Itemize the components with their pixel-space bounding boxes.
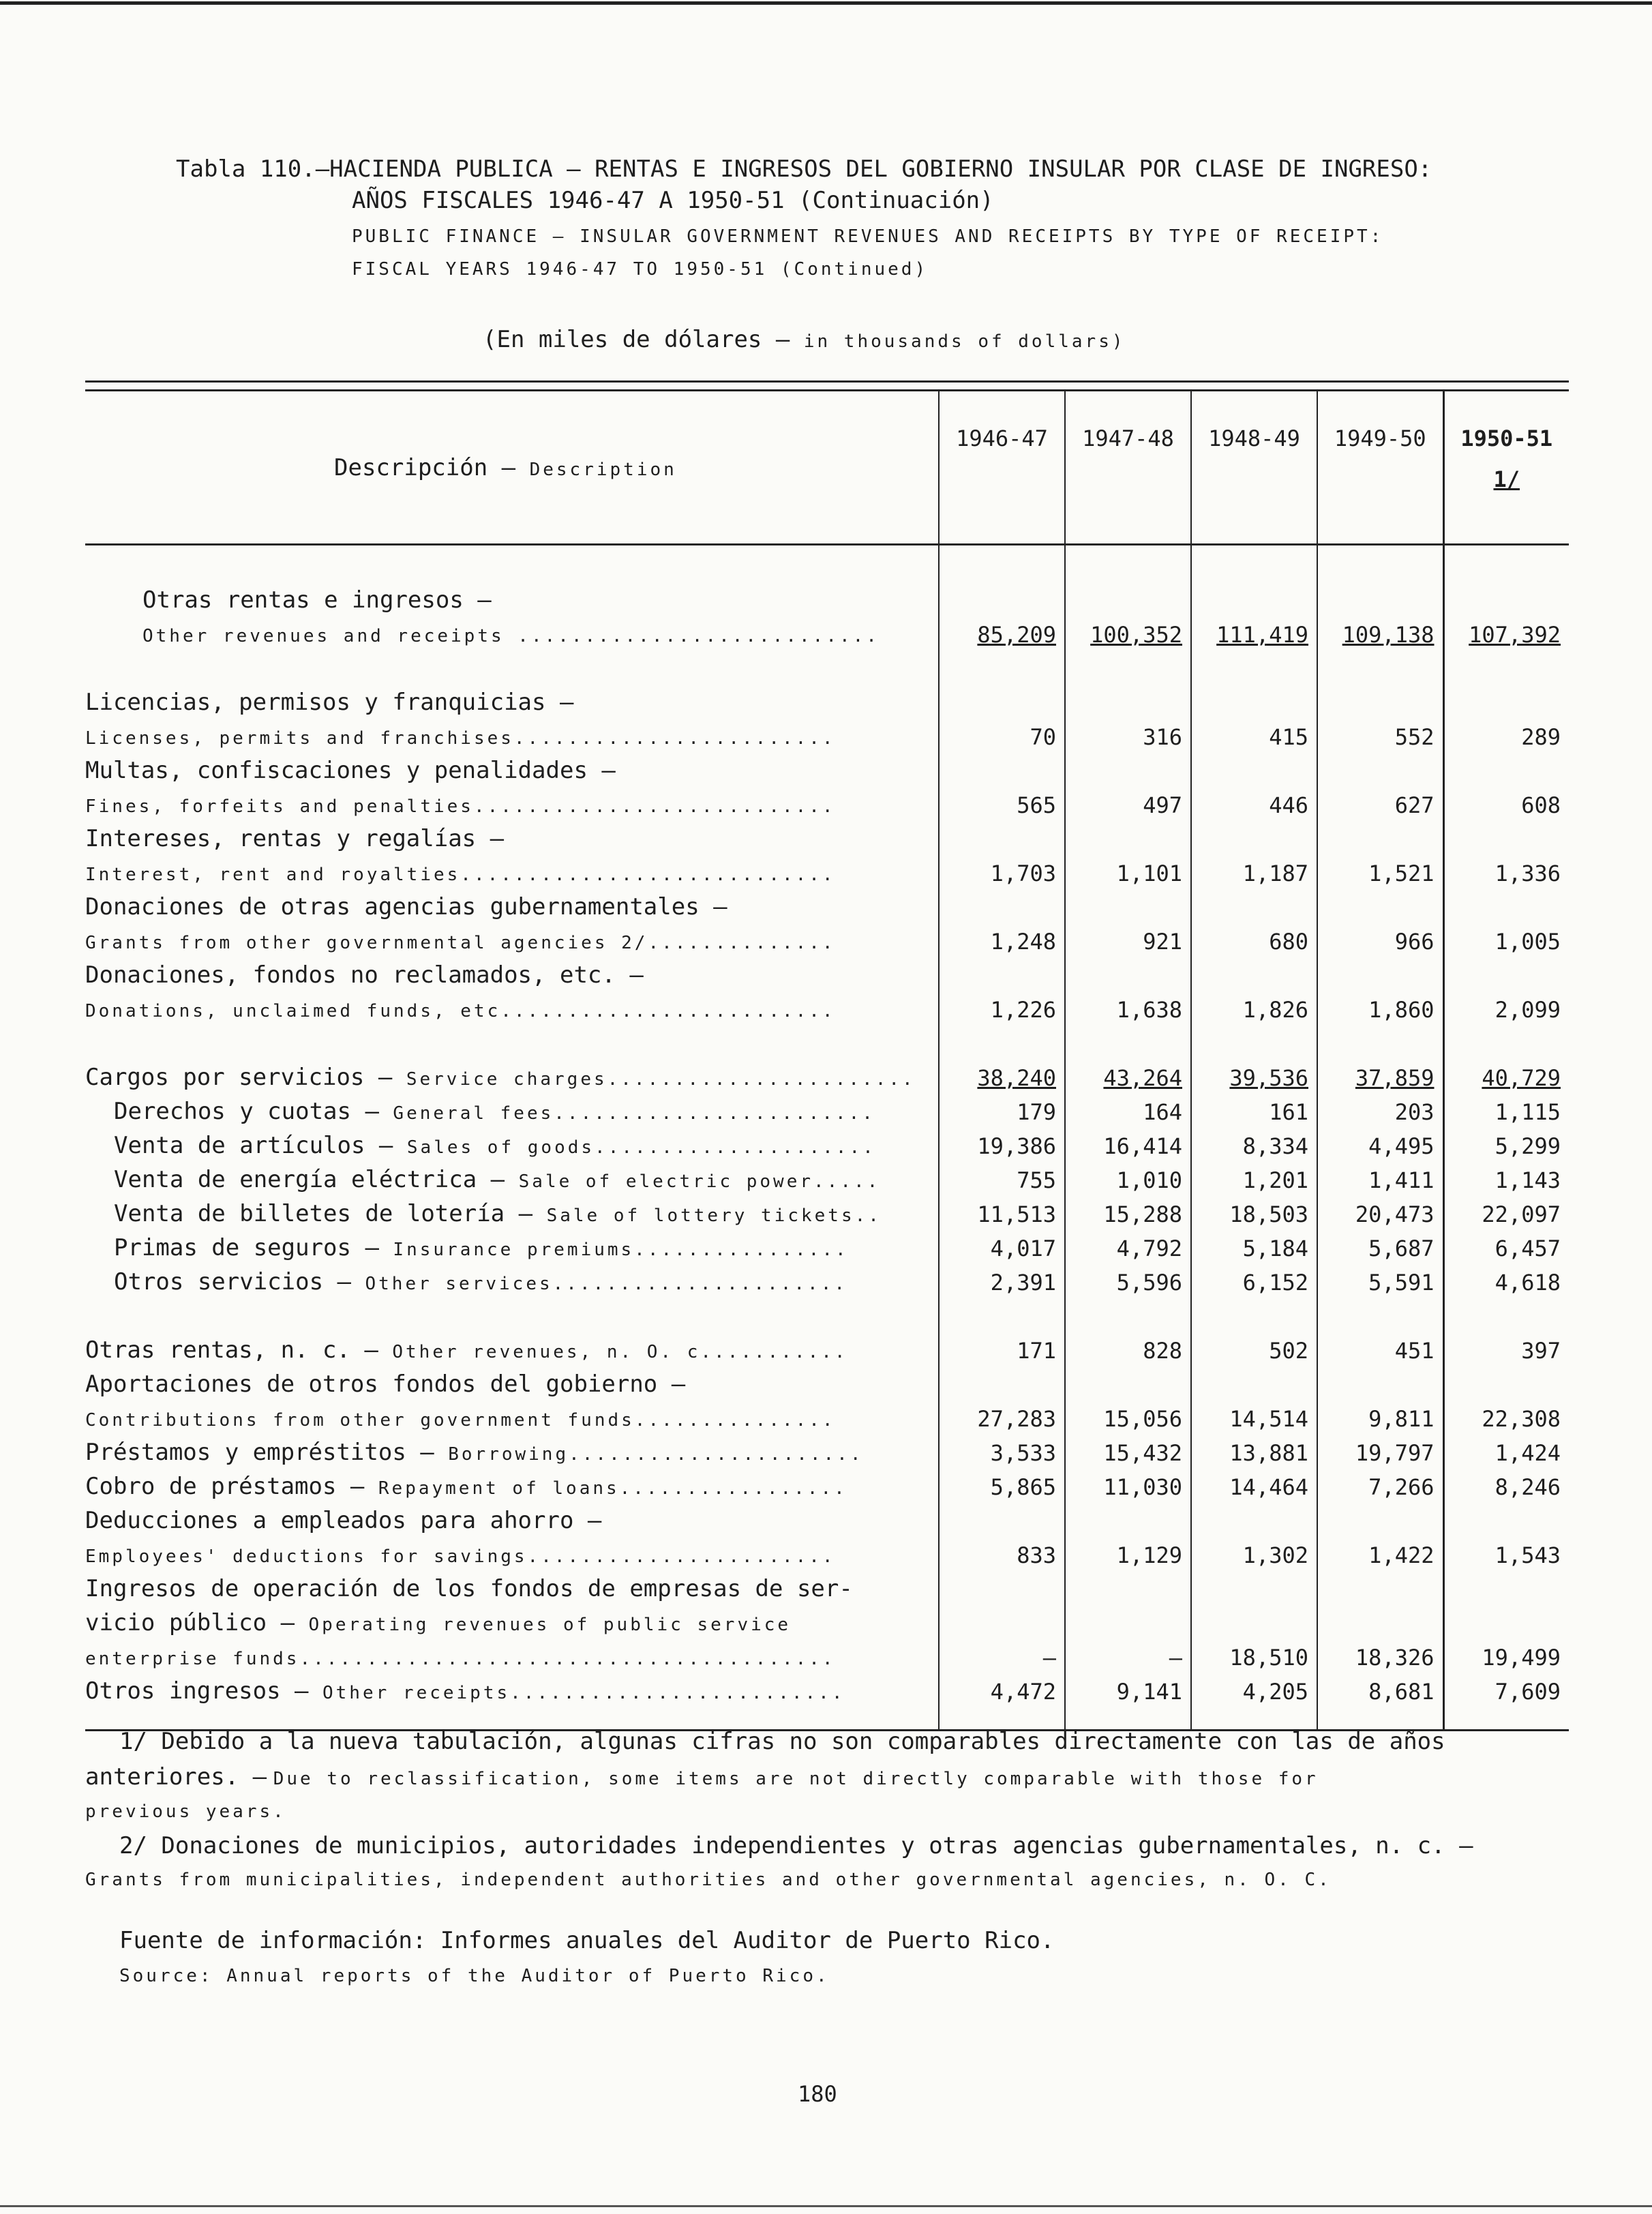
table-row xyxy=(85,955,1569,989)
source-en: Source: Annual reports of the Auditor of Puerto Rico. xyxy=(119,1966,830,1986)
row-label-en: Sale of electric power..... xyxy=(518,1171,881,1192)
cell-value: 755 xyxy=(939,1159,1065,1193)
row-label: Donaciones, fondos no reclamados, etc. – xyxy=(85,961,644,989)
table-row xyxy=(85,1466,1569,1500)
source-es: Fuente de información: Informes anuales del Auditor de Puerto Rico. xyxy=(119,1927,1055,1954)
row-label: Derechos y cuotas – xyxy=(114,1098,379,1125)
cell-value: 20,473 xyxy=(1317,1193,1443,1227)
cell-value: 2,391 xyxy=(939,1261,1065,1296)
table-title-en: PUBLIC FINANCE – INSULAR GOVERNMENT REVENUES AND RECEIPTS BY TYPE OF RECEIPT: xyxy=(352,226,1384,247)
table-row xyxy=(85,716,1569,750)
row-label: Cargos por servicios – xyxy=(85,1064,393,1091)
cell-value: 85,209 xyxy=(977,622,1056,648)
row-label-en: Operating revenues of public service xyxy=(308,1615,792,1635)
cell-value: 15,288 xyxy=(1065,1193,1191,1227)
cell-value: 1,201 xyxy=(1191,1159,1317,1193)
row-label: Deducciones a empleados para ahorro – xyxy=(85,1507,602,1534)
cell-value: 1,115 xyxy=(1443,1091,1569,1125)
cell-value: 1,422 xyxy=(1317,1534,1443,1568)
row-label: Cobro de préstamos – xyxy=(85,1473,365,1500)
row-label-en: Repayment of loans................. xyxy=(378,1478,847,1499)
row-label: Venta de artículos – xyxy=(114,1132,393,1159)
row-label-en: Employees' deductions for savings....................... xyxy=(85,1546,836,1567)
row-label: Otras rentas e ingresos – xyxy=(142,586,492,614)
cell-value: 14,514 xyxy=(1191,1398,1317,1432)
cell-value: 1,826 xyxy=(1191,989,1317,1023)
row-label-en: Sale of lottery tickets.. xyxy=(546,1206,882,1226)
units-en: in thousands of dollars) xyxy=(803,331,1126,352)
cell-value: 4,205 xyxy=(1191,1671,1317,1729)
cell-value: 161 xyxy=(1191,1091,1317,1125)
footnote-1-cont: anteriores. – xyxy=(85,1763,267,1791)
cell-value: 19,499 xyxy=(1443,1636,1569,1671)
cell-value: 19,797 xyxy=(1317,1432,1443,1466)
table-row xyxy=(85,1125,1569,1159)
row-label-en: Other services...................... xyxy=(365,1274,848,1294)
header-year: 1949-50 xyxy=(1317,391,1443,545)
table-row xyxy=(85,1534,1569,1568)
cell-value: 316 xyxy=(1065,716,1191,750)
cell-value: 1,129 xyxy=(1065,1534,1191,1568)
cell-value: 70 xyxy=(939,716,1065,750)
row-label-en: Interest, rent and royalties............................ xyxy=(85,865,836,885)
units-note xyxy=(483,326,1126,353)
page-number: 180 xyxy=(798,2081,837,2107)
cell-value: 1,302 xyxy=(1191,1534,1317,1568)
row-label-en: Insurance premiums................ xyxy=(393,1240,849,1260)
table-row xyxy=(85,1159,1569,1193)
header-description: Descripción – Description xyxy=(85,391,939,545)
header-year-last: 1950-51 1/ xyxy=(1443,391,1569,545)
cell-value: 14,464 xyxy=(1191,1466,1317,1500)
row-label: Donaciones de otras agencias gubernamentales – xyxy=(85,893,727,921)
cell-value: 1,010 xyxy=(1065,1159,1191,1193)
table-row xyxy=(85,580,1569,614)
cell-value: 6,457 xyxy=(1443,1227,1569,1261)
cell-value: 921 xyxy=(1065,921,1191,955)
row-label: Otros ingresos – xyxy=(85,1677,309,1705)
table-row xyxy=(85,852,1569,886)
cell-value: 1,703 xyxy=(939,852,1065,886)
cell-value: 502 xyxy=(1191,1330,1317,1364)
row-label-en: Licenses, permits and franchises........................ xyxy=(85,728,836,749)
row-label: Otros servicios – xyxy=(114,1268,351,1296)
cell-value: 5,299 xyxy=(1443,1125,1569,1159)
cell-value: 4,618 xyxy=(1443,1261,1569,1296)
cell-value: 19,386 xyxy=(939,1125,1065,1159)
row-label-en: Other revenues and receipts ........................... xyxy=(142,626,880,646)
cell-value: 415 xyxy=(1191,716,1317,750)
table-row xyxy=(85,921,1569,955)
cell-value: 5,184 xyxy=(1191,1227,1317,1261)
cell-value: 40,729 xyxy=(1482,1065,1561,1091)
cell-value: 1,860 xyxy=(1317,989,1443,1023)
cell-value: 565 xyxy=(939,784,1065,818)
cell-value: — xyxy=(1065,1636,1191,1671)
cell-value: 446 xyxy=(1191,784,1317,818)
cell-value: 111,419 xyxy=(1216,622,1308,648)
cell-value: 18,326 xyxy=(1317,1636,1443,1671)
cell-value: 107,392 xyxy=(1469,622,1561,648)
cell-value: 451 xyxy=(1317,1330,1443,1364)
table-row xyxy=(85,1057,1569,1091)
cell-value: 18,503 xyxy=(1191,1193,1317,1227)
row-label: Otras rentas, n. c. – xyxy=(85,1336,378,1364)
row-label-en: Donations, unclaimed funds, etc......................... xyxy=(85,1001,836,1021)
cell-value: 1,143 xyxy=(1443,1159,1569,1193)
row-label-en: Borrowing...................... xyxy=(448,1444,864,1465)
cell-value: 6,152 xyxy=(1191,1261,1317,1296)
table-row xyxy=(85,1432,1569,1466)
cell-value: — xyxy=(939,1636,1065,1671)
cell-value: 39,536 xyxy=(1229,1065,1308,1091)
cell-value: 4,792 xyxy=(1065,1227,1191,1261)
cell-value: 552 xyxy=(1317,716,1443,750)
table-row xyxy=(85,750,1569,784)
table-row xyxy=(85,1671,1569,1729)
table-top-double-rule xyxy=(85,380,1569,391)
row-label: Ingresos de operación de los fondos de empresas de ser- xyxy=(85,1575,853,1602)
row-label-en: Other revenues, n. O. c........... xyxy=(392,1342,848,1362)
cell-value: 11,030 xyxy=(1065,1466,1191,1500)
row-label: Aportaciones de otros fondos del gobierno – xyxy=(85,1371,686,1398)
footnotes xyxy=(85,1724,1569,1896)
row-label: Venta de billetes de lotería – xyxy=(114,1200,533,1227)
table-row xyxy=(85,1500,1569,1534)
row-label: Intereses, rentas y regalías – xyxy=(85,825,505,852)
cell-value: 1,187 xyxy=(1191,852,1317,886)
header-year: 1946-47 xyxy=(939,391,1065,545)
footnote-2-en: Grants from municipalities, independent authorities and other governmental agencies, n. O. C. xyxy=(85,1870,1332,1890)
cell-value: 4,472 xyxy=(939,1671,1065,1729)
cell-value: 1,336 xyxy=(1443,852,1569,886)
cell-value: 15,432 xyxy=(1065,1432,1191,1466)
cell-value: 7,266 xyxy=(1317,1466,1443,1500)
table-row xyxy=(85,989,1569,1023)
row-label: Primas de seguros – xyxy=(114,1234,379,1261)
cell-value: 5,865 xyxy=(939,1466,1065,1500)
row-label-en: Grants from other governmental agencies 2/.............. xyxy=(85,933,836,953)
cell-value: 2,099 xyxy=(1443,989,1569,1023)
cell-value: 5,687 xyxy=(1317,1227,1443,1261)
table-title-es-line2: AÑOS FISCALES 1946-47 A 1950-51 (Continuación) xyxy=(352,187,994,214)
footnote-1: 1/ Debido a la nueva tabulación, algunas cifras no son comparables directamente con las de años xyxy=(119,1728,1445,1755)
cell-value: 38,240 xyxy=(977,1065,1056,1091)
cell-value: 171 xyxy=(939,1330,1065,1364)
row-label-en: Contributions from other government funds............... xyxy=(85,1410,836,1431)
table-row xyxy=(85,886,1569,921)
cell-value: 833 xyxy=(939,1534,1065,1568)
cell-value: 1,248 xyxy=(939,921,1065,955)
row-label-en: Fines, forfeits and penalties........................... xyxy=(85,796,836,817)
table-row xyxy=(85,1330,1569,1364)
units-es: (En miles de dólares – xyxy=(483,326,790,353)
cell-value: 5,591 xyxy=(1317,1261,1443,1296)
cell-value: 3,533 xyxy=(939,1432,1065,1466)
cell-value: 13,881 xyxy=(1191,1432,1317,1466)
row-label-en: Other receipts......................... xyxy=(322,1683,845,1703)
bottom-rule xyxy=(0,2205,1652,2207)
row-label: vicio público – xyxy=(85,1609,295,1636)
table-row xyxy=(85,682,1569,716)
row-label: Licencias, permisos y franquicias – xyxy=(85,689,574,716)
cell-value: 8,246 xyxy=(1443,1466,1569,1500)
cell-value: 4,495 xyxy=(1317,1125,1443,1159)
table-row xyxy=(85,784,1569,818)
cell-value: 9,141 xyxy=(1065,1671,1191,1729)
table-title-es: Tabla 110.—HACIENDA PUBLICA – RENTAS E INGRESOS DEL GOBIERNO INSULAR POR CLASE DE INGRESO: xyxy=(176,155,1432,183)
cell-value: 179 xyxy=(939,1091,1065,1125)
row-label-en: Sales of goods..................... xyxy=(406,1137,876,1158)
cell-value: 109,138 xyxy=(1342,622,1435,648)
cell-value: 1,101 xyxy=(1065,852,1191,886)
revenue-table xyxy=(85,380,1569,1731)
cell-value: 164 xyxy=(1065,1091,1191,1125)
cell-value: 289 xyxy=(1443,716,1569,750)
top-rule xyxy=(0,1,1652,5)
table-row xyxy=(85,614,1569,648)
cell-value: 4,017 xyxy=(939,1227,1065,1261)
cell-value: 22,308 xyxy=(1443,1398,1569,1432)
cell-value: 203 xyxy=(1317,1091,1443,1125)
table-row xyxy=(85,1398,1569,1432)
cell-value: 27,283 xyxy=(939,1398,1065,1432)
cell-value: 8,334 xyxy=(1191,1125,1317,1159)
cell-value: 16,414 xyxy=(1065,1125,1191,1159)
cell-value: 15,056 xyxy=(1065,1398,1191,1432)
table-title-en-line2: FISCAL YEARS 1946-47 TO 1950-51 (Continued) xyxy=(352,259,929,280)
cell-value: 11,513 xyxy=(939,1193,1065,1227)
header-year: 1947-48 xyxy=(1065,391,1191,545)
cell-value: 608 xyxy=(1443,784,1569,818)
row-label-en: Service charges....................... xyxy=(406,1069,916,1090)
header-row xyxy=(85,391,1569,545)
cell-value: 18,510 xyxy=(1191,1636,1317,1671)
table-row xyxy=(85,1193,1569,1227)
cell-value: 1,521 xyxy=(1317,852,1443,886)
cell-value: 5,596 xyxy=(1065,1261,1191,1296)
cell-value: 1,543 xyxy=(1443,1534,1569,1568)
table-row xyxy=(85,1364,1569,1398)
row-label-en: General fees........................ xyxy=(393,1103,875,1124)
cell-value: 37,859 xyxy=(1355,1065,1435,1091)
row-label: Multas, confiscaciones y penalidades – xyxy=(85,757,616,784)
cell-value: 1,005 xyxy=(1443,921,1569,955)
cell-value: 1,226 xyxy=(939,989,1065,1023)
cell-value: 680 xyxy=(1191,921,1317,955)
cell-value: 1,424 xyxy=(1443,1432,1569,1466)
row-label: Venta de energía eléctrica – xyxy=(114,1166,505,1193)
footnote-ref: 1/ xyxy=(1493,466,1520,492)
table-row xyxy=(85,818,1569,852)
cell-value: 9,811 xyxy=(1317,1398,1443,1432)
cell-value: 627 xyxy=(1317,784,1443,818)
source-note xyxy=(119,1921,1054,1992)
cell-value: 7,609 xyxy=(1443,1671,1569,1729)
cell-value: 1,411 xyxy=(1317,1159,1443,1193)
table-row xyxy=(85,1091,1569,1125)
footnote-1-en-cont: previous years. xyxy=(85,1801,286,1822)
table-row xyxy=(85,1261,1569,1296)
header-year: 1948-49 xyxy=(1191,391,1317,545)
cell-value: 397 xyxy=(1443,1330,1569,1364)
footnote-2: 2/ Donaciones de municipios, autoridades independientes y otras agencias gubernamentales, n. c. – xyxy=(119,1832,1473,1859)
cell-value: 828 xyxy=(1065,1330,1191,1364)
row-label-en: enterprise funds........................................ xyxy=(85,1649,836,1669)
table-row xyxy=(85,1568,1569,1602)
cell-value: 1,638 xyxy=(1065,989,1191,1023)
row-label: Préstamos y empréstitos – xyxy=(85,1439,434,1466)
cell-value: 966 xyxy=(1317,921,1443,955)
cell-value: 43,264 xyxy=(1103,1065,1182,1091)
cell-value: 8,681 xyxy=(1317,1671,1443,1729)
table-row xyxy=(85,1602,1569,1636)
footnote-1-en: Due to reclassification, some items are not directly comparable with those for xyxy=(273,1769,1319,1789)
table-row xyxy=(85,1227,1569,1261)
cell-value: 100,352 xyxy=(1090,622,1182,648)
table-row xyxy=(85,1636,1569,1671)
cell-value: 22,097 xyxy=(1443,1193,1569,1227)
cell-value: 497 xyxy=(1065,784,1191,818)
